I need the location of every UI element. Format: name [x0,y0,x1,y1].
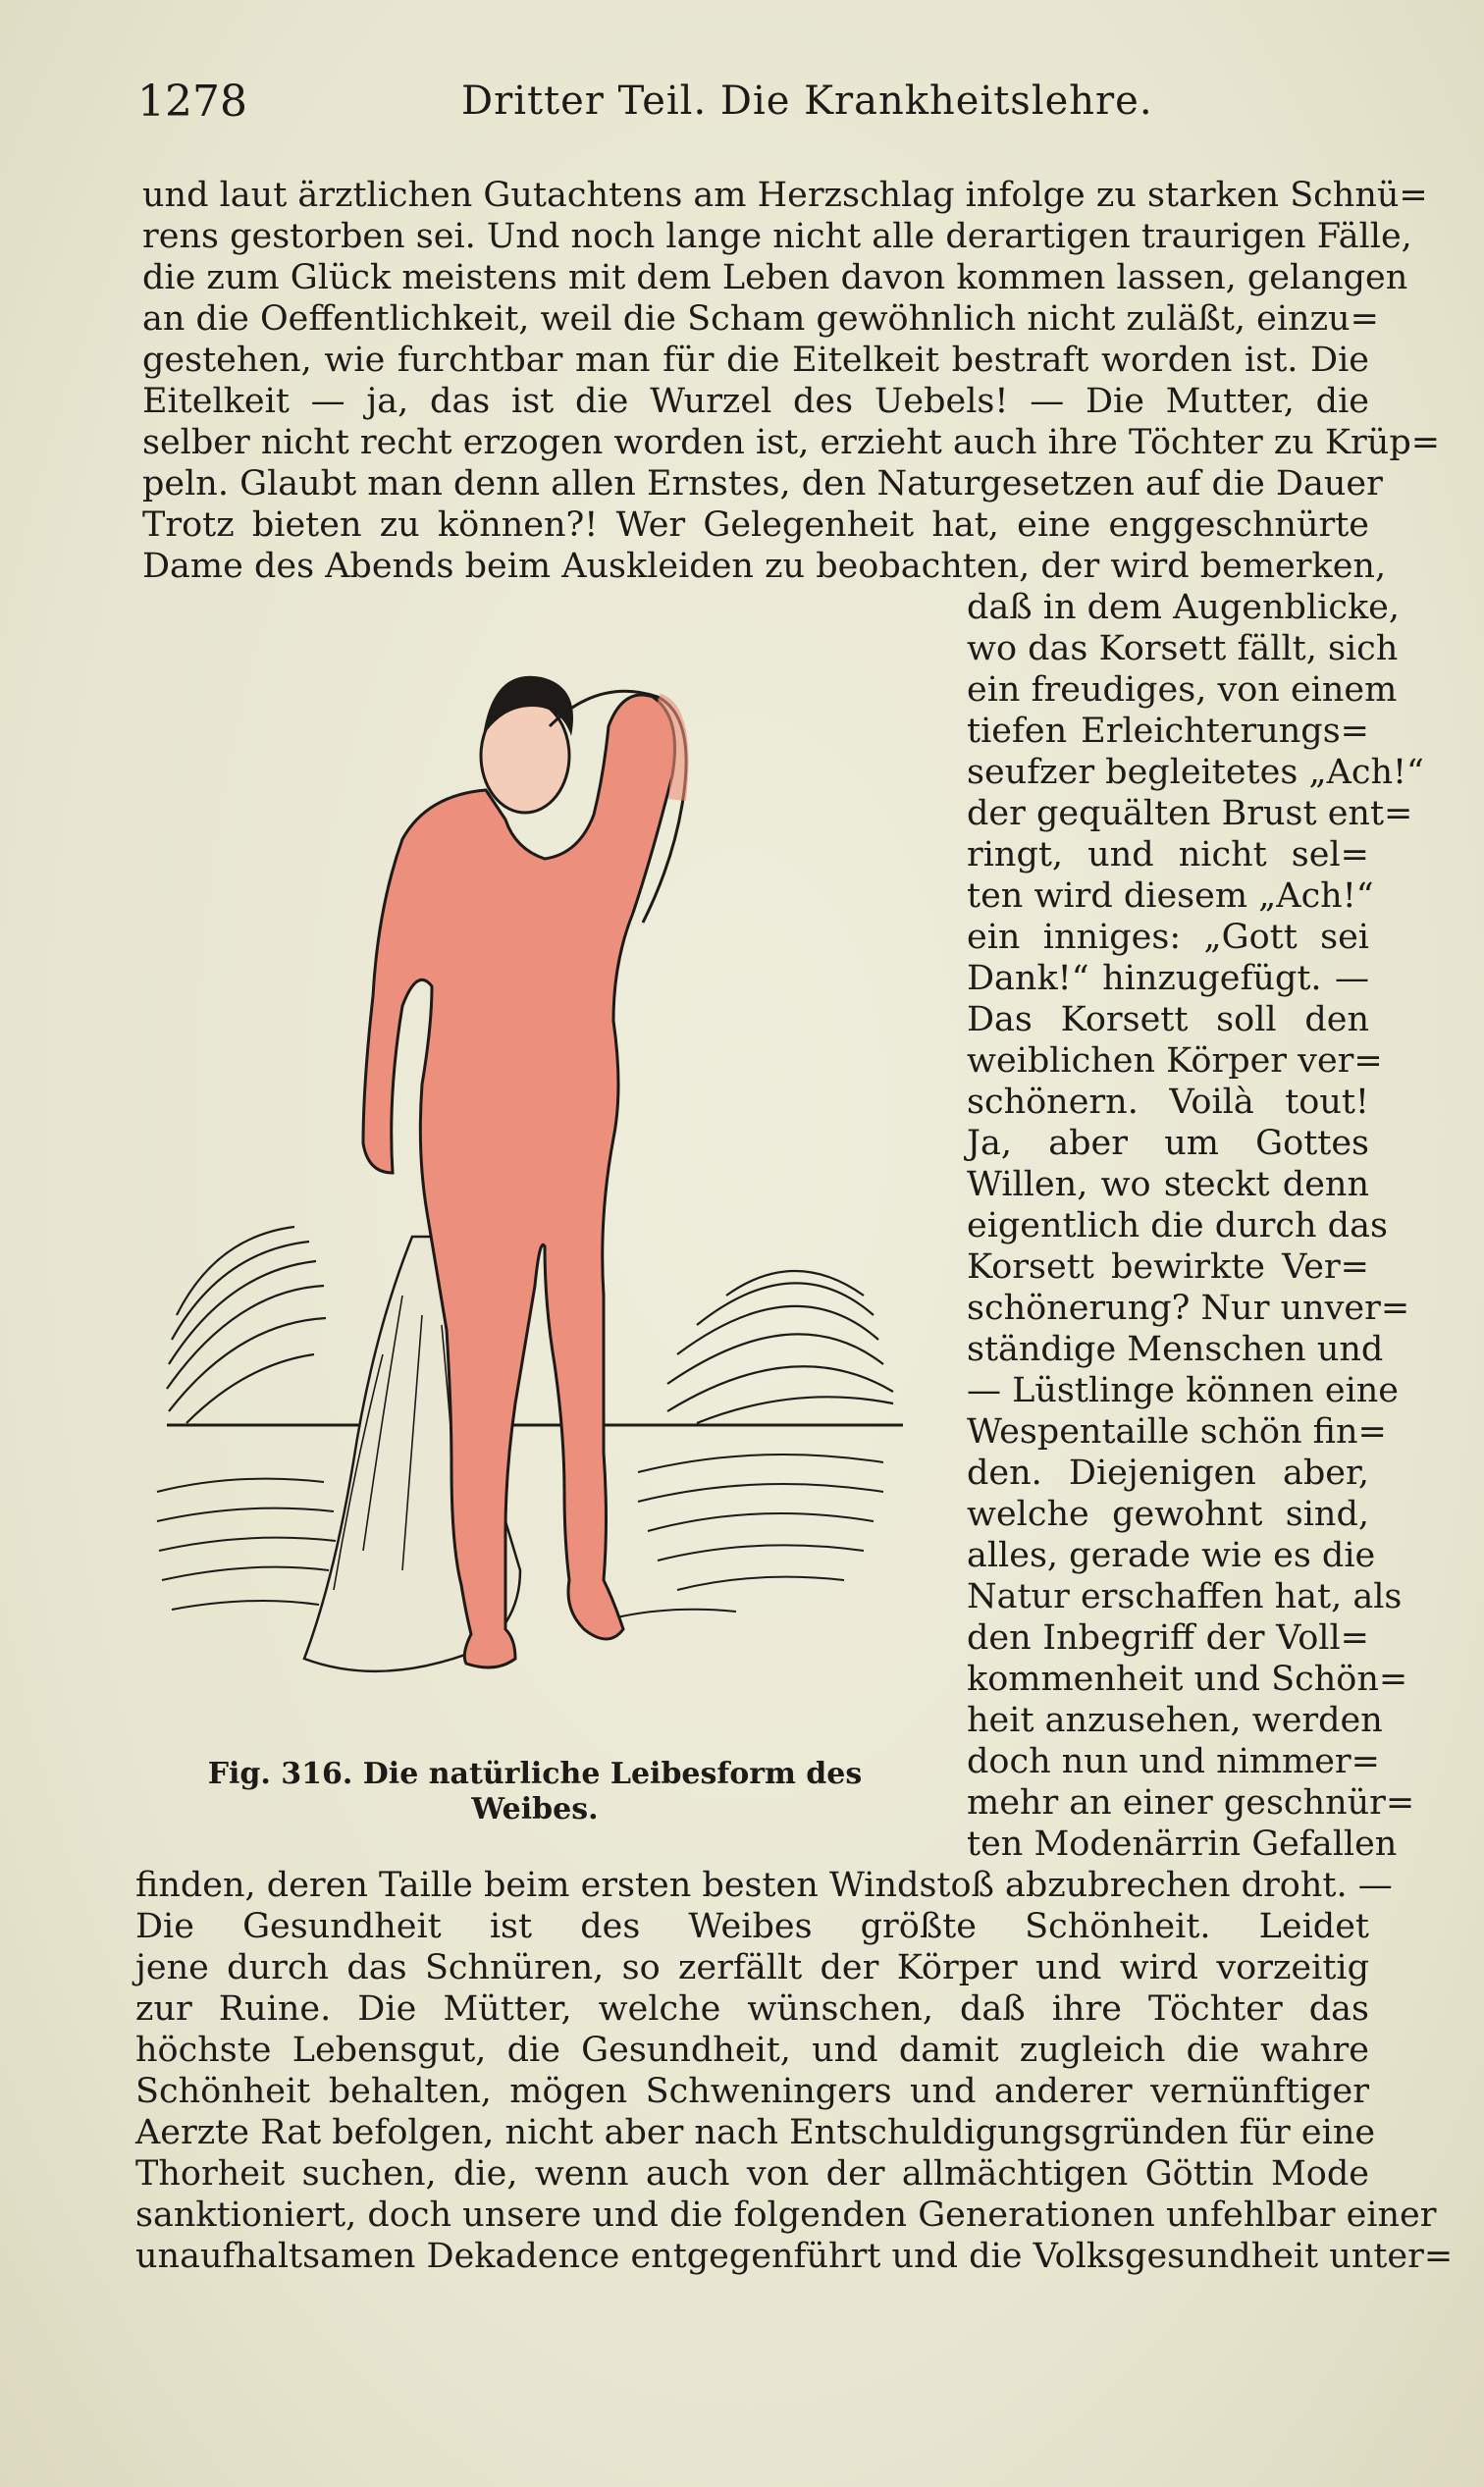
text-line: der gequälten Brust ent= [967,794,1413,833]
right-bush [667,1271,893,1423]
text-line: sanktioniert, doch unsere und die folgenden Generationen unfehlbar einer [135,2196,1437,2235]
text-line: ten Modenärrin Gefallen [967,1825,1398,1864]
text-line: tiefen Erleichterungs= [967,712,1369,751]
caption-line: Weibes. [471,1792,599,1826]
text-line: selber nicht recht erzogen worden ist, erzieht auch ihre Töchter zu Krüp= [142,423,1441,462]
text-line: — Lüstlinge können eine [967,1371,1400,1410]
text-line: Natur erschaffen hat, als [967,1577,1403,1616]
text-line: Die Gesundheit ist des Weibes größte Schönheit. Leidet [135,1907,1369,1946]
text-line: und laut ärztlichen Gutachtens am Herzschlag infolge zu starken Schnü= [142,176,1428,215]
text-line: welche gewohnt sind, [967,1495,1369,1534]
text-line: wo das Korsett fällt, sich [967,629,1399,668]
text-line: peln. Glaubt man denn allen Ernstes, den Naturgesetzen auf die Dauer [142,464,1383,503]
text-line: alles, gerade wie es die [967,1536,1376,1575]
text-line: Dame des Abends beim Auskleiden zu beobachten, der wird bemerken, [142,547,1387,586]
caption-line: Fig. 316. Die natürliche Leibesform des [207,1757,863,1791]
left-bush [167,1227,326,1423]
figure-illustration [147,609,923,1737]
text-line: schönern. Voilà tout! [967,1083,1369,1122]
text-line: Dank!“ hinzugefügt. — [967,959,1369,998]
text-line: rens gestorben sei. Und noch lange nicht alle derartigen traurigen Fälle, [142,217,1412,256]
text-line: daß in dem Augenblicke, [967,588,1400,627]
page-number: 1278 [137,77,247,127]
text-line: mehr an einer geschnür= [967,1783,1415,1823]
text-line: Trotz bieten zu können?! Wer Gelegenheit hat, eine enggeschnürte [142,505,1369,545]
text-line: doch nun und nimmer= [967,1742,1380,1781]
text-line: seufzer begleitetes „Ach!“ [967,753,1424,792]
text-line: an die Oeffentlichkeit, weil die Scham gewöhnlich nicht zuläßt, einzu= [142,299,1379,339]
text-line: finden, deren Taille beim ersten besten Windstoß abzubrechen droht. — [135,1866,1393,1905]
text-line: Das Korsett soll den [967,1000,1369,1039]
text-line: ständige Menschen und [967,1330,1384,1369]
figure-caption [167,1757,903,1827]
text-line: ten wird diesem „Ach!“ [967,876,1374,916]
text-line: die zum Glück meistens mit dem Leben davon kommen lassen, gelangen [142,258,1408,297]
text-line: Ja, aber um Gottes [967,1124,1369,1163]
text-line: ringt, und nicht sel= [967,835,1369,874]
text-line: kommenheit und Schön= [967,1660,1408,1699]
text-line: Wespentaille schön fin= [967,1412,1387,1452]
running-title: Dritter Teil. Die Krankheitslehre. [461,79,1153,124]
text-line: den. Diejenigen aber, [967,1454,1369,1493]
text-line: weiblichen Körper ver= [967,1041,1383,1081]
text-line: heit anzusehen, werden [967,1701,1383,1740]
ground-hatching [157,1455,883,1619]
text-line: ein freudiges, von einem [967,670,1398,710]
text-line: Schönheit behalten, mögen Schweningers und anderer vernünftiger [135,2072,1369,2111]
text-line: unaufhaltsamen Dekadence entgegenführt und die Volksgesundheit unter= [135,2237,1454,2276]
text-line: Eitelkeit — ja, das ist die Wurzel des Uebels! — Die Mutter, die [142,382,1369,421]
text-line: Willen, wo steckt denn [967,1165,1369,1204]
text-line: schönerung? Nur unver= [967,1289,1410,1328]
text-line: den Inbegriff der Voll= [967,1618,1369,1658]
text-line: gestehen, wie furchtbar man für die Eitelkeit bestraft worden ist. Die [142,341,1369,380]
text-line: höchste Lebensgut, die Gesundheit, und damit zugleich die wahre [135,2031,1369,2070]
text-line: Korsett bewirkte Ver= [967,1247,1369,1287]
text-line: jene durch das Schnüren, so zerfällt der Körper und wird vorzeitig [135,1948,1369,1987]
text-line: Aerzte Rat befolgen, nicht aber nach Entschuldigungsgründen für eine [135,2113,1376,2152]
text-line: eigentlich die durch das [967,1206,1388,1245]
text-line: zur Ruine. Die Mütter, welche wünschen, daß ihre Töchter das [135,1989,1369,2029]
text-line: Thorheit suchen, die, wenn auch von der allmächtigen Göttin Mode [135,2154,1369,2194]
text-line: ein inniges: „Gott sei [967,918,1369,957]
page-header [137,77,1364,135]
